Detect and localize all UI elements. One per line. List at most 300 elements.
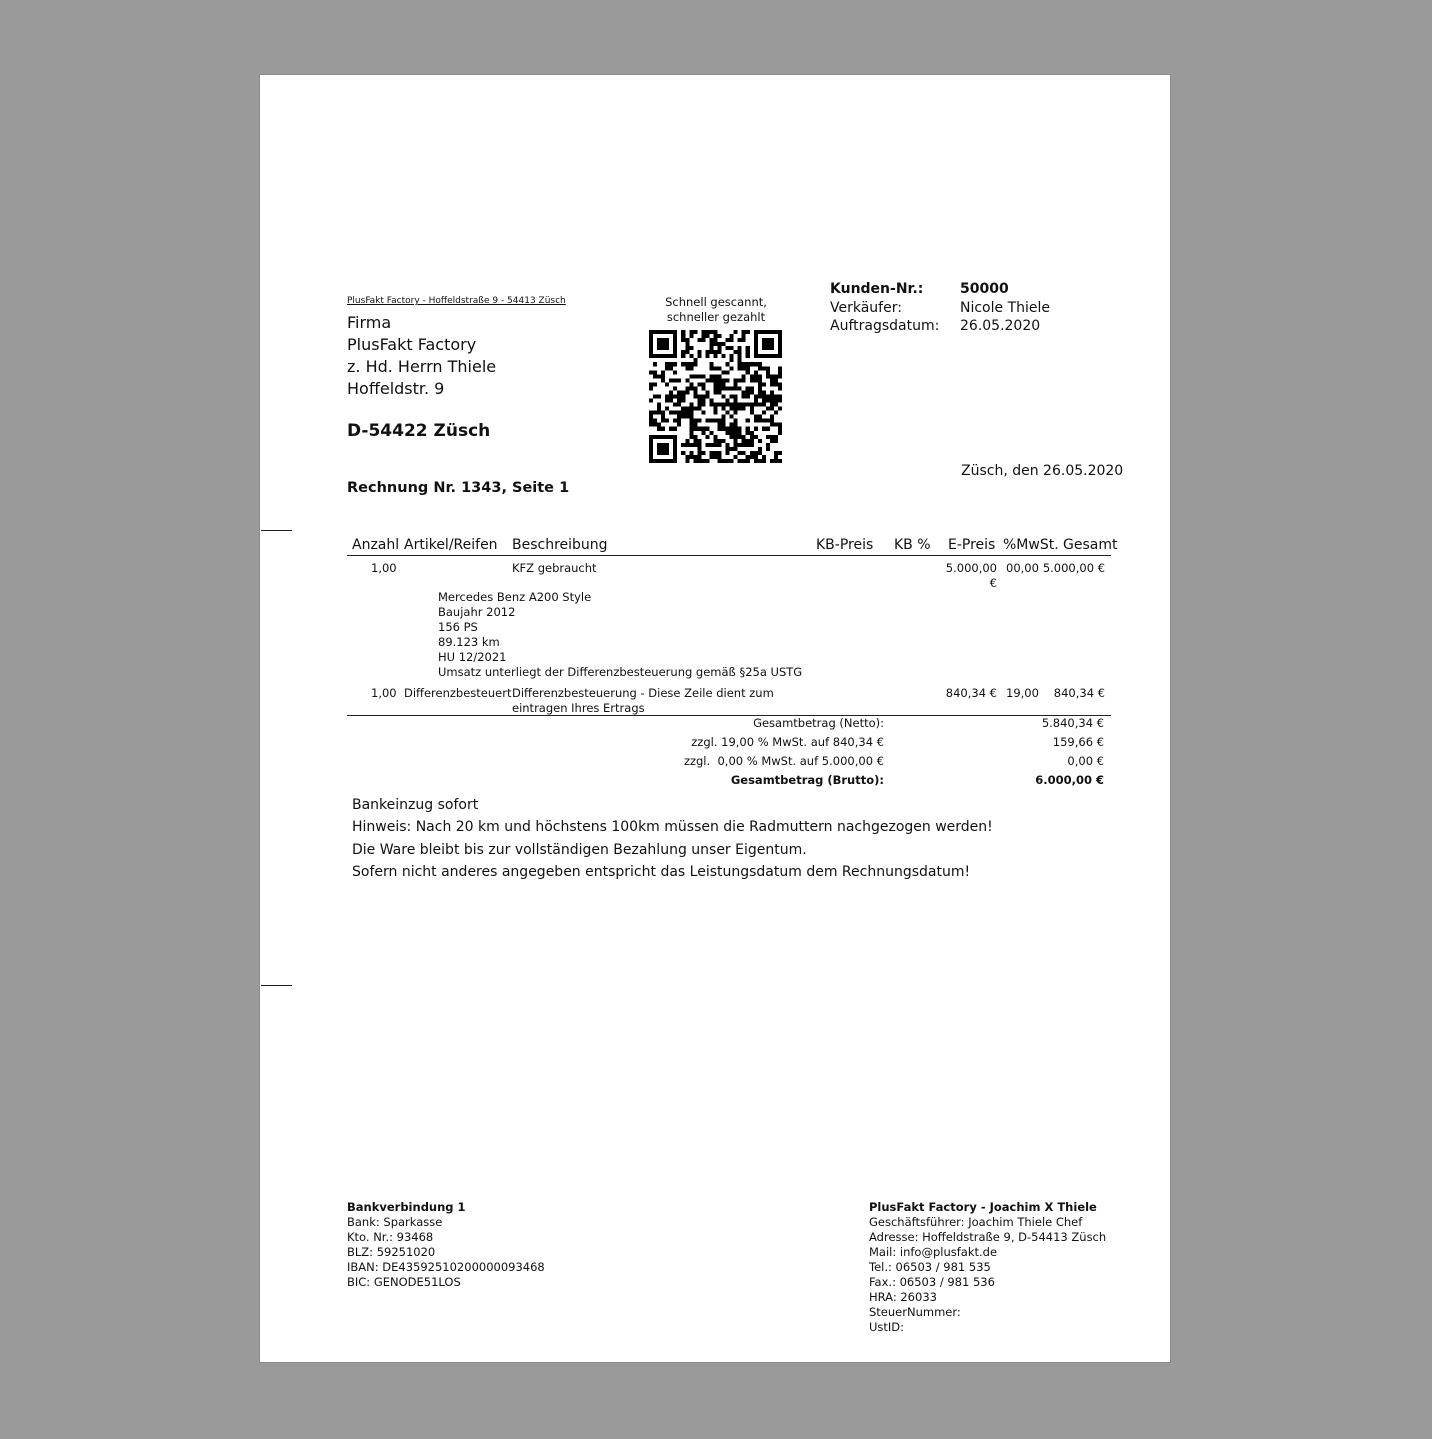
qr-module [705, 350, 709, 354]
company-tax-number: SteuerNummer: [869, 1305, 961, 1319]
vat-0-value: 0,00 € [1067, 754, 1104, 768]
qr-module [705, 378, 709, 382]
qr-module [665, 338, 669, 342]
qr-module [697, 419, 701, 423]
qr-module [758, 451, 762, 455]
qr-module [673, 419, 677, 423]
qr-module [774, 439, 778, 443]
qr-module [778, 374, 782, 378]
row2-qty: 1,00 [371, 686, 397, 700]
qr-module [762, 399, 766, 403]
qr-module [649, 443, 653, 447]
row2-vat: 19,00 [1006, 686, 1039, 700]
qr-module [697, 407, 701, 411]
qr-module [689, 419, 693, 423]
qr-module [750, 407, 754, 411]
qr-module [657, 342, 661, 346]
qr-module [701, 374, 705, 378]
qr-module [709, 455, 713, 459]
qr-module [669, 362, 673, 366]
qr-module [750, 374, 754, 378]
qr-module [689, 443, 693, 447]
qr-module [685, 439, 689, 443]
customer-number-value: 50000 [960, 281, 1009, 297]
qr-caption-line-2: schneller gezahlt [666, 310, 766, 324]
qr-module [673, 362, 677, 366]
customer-number-label: Kunden-Nr.: [830, 281, 924, 297]
qr-module [762, 330, 766, 334]
row1-unit-price-currency: € [989, 576, 997, 590]
qr-module [665, 399, 669, 403]
qr-caption [650, 295, 782, 325]
qr-module [657, 354, 661, 358]
qr-module [774, 394, 778, 398]
qr-module [709, 350, 713, 354]
qr-module [742, 435, 746, 439]
qr-module [762, 403, 766, 407]
row2-description-line-1: Differenzbesteuerung - Diese Zeile dient zum [512, 686, 774, 700]
qr-module [722, 415, 726, 419]
col-header-kb-percent: KB % [894, 537, 931, 553]
qr-module [677, 378, 681, 382]
qr-module [734, 386, 738, 390]
qr-module [726, 399, 730, 403]
qr-module [742, 374, 746, 378]
qr-module [762, 419, 766, 423]
qr-module [697, 459, 701, 463]
qr-module [746, 403, 750, 407]
qr-module [713, 330, 717, 334]
qr-module [673, 370, 677, 374]
qr-module [661, 451, 665, 455]
qr-module [742, 366, 746, 370]
row2-total: 840,34 € [1053, 686, 1105, 700]
qr-module [742, 338, 746, 342]
qr-module [673, 334, 677, 338]
qr-module [778, 427, 782, 431]
qr-module [705, 459, 709, 463]
qr-module [713, 439, 717, 443]
qr-module [669, 394, 673, 398]
qr-module [661, 354, 665, 358]
qr-module [657, 443, 661, 447]
qr-module [697, 354, 701, 358]
qr-module [657, 427, 661, 431]
row1-detail-inspection: HU 12/2021 [438, 650, 507, 664]
qr-module [713, 455, 717, 459]
qr-module [762, 366, 766, 370]
vat-19-value: 159,66 € [1052, 735, 1104, 749]
vat-19-label: zzgl. 19,00 % MwSt. auf 840,34 € [691, 735, 884, 749]
qr-module [685, 386, 689, 390]
qr-module [661, 374, 665, 378]
qr-module [713, 390, 717, 394]
note-ownership: Die Ware bleibt bis zur vollständigen Bezahlung unser Eigentum. [352, 841, 807, 858]
place-date: Züsch, den 26.05.2020 [961, 463, 1124, 479]
qr-module [742, 443, 746, 447]
vat-0-label: zzgl. 0,00 % MwSt. auf 5.000,00 € [683, 754, 884, 768]
qr-module [770, 342, 774, 346]
qr-module [774, 354, 778, 358]
qr-module [693, 386, 697, 390]
recipient-line-4: Hoffeldstr. 9 [347, 379, 445, 398]
qr-module [657, 338, 661, 342]
bank-name: Bank: Sparkasse [347, 1215, 443, 1229]
qr-module [665, 330, 669, 334]
qr-module [746, 419, 750, 423]
qr-module [649, 330, 653, 334]
qr-module [718, 334, 722, 338]
qr-module [754, 334, 758, 338]
qr-module [734, 447, 738, 451]
bank-account: Kto. Nr.: 93468 [347, 1230, 434, 1244]
qr-module [689, 382, 693, 386]
row1-detail-tax-note: Umsatz unterliegt der Differenzbesteuerung gemäß §25a USTG [438, 665, 803, 679]
qr-module [649, 399, 653, 403]
qr-module [734, 419, 738, 423]
qr-module [653, 374, 657, 378]
qr-module [750, 435, 754, 439]
qr-module [681, 330, 685, 334]
qr-module [754, 455, 758, 459]
qr-module [730, 386, 734, 390]
qr-module [754, 350, 758, 354]
qr-module [738, 403, 742, 407]
qr-module [718, 366, 722, 370]
qr-module [754, 346, 758, 350]
qr-module [722, 386, 726, 390]
qr-module [726, 447, 730, 451]
qr-module [677, 390, 681, 394]
qr-module [742, 330, 746, 334]
qr-module [774, 459, 778, 463]
qr-module [718, 378, 722, 382]
qr-code-graphic [649, 330, 782, 463]
qr-module [649, 423, 653, 427]
qr-module [762, 455, 766, 459]
qr-module [697, 427, 701, 431]
qr-module [685, 459, 689, 463]
qr-module [689, 451, 693, 455]
qr-module [726, 378, 730, 382]
qr-module [766, 330, 770, 334]
qr-module [697, 451, 701, 455]
qr-module [701, 459, 705, 463]
qr-module [657, 403, 661, 407]
qr-module [669, 354, 673, 358]
qr-module [685, 350, 689, 354]
qr-module [649, 455, 653, 459]
qr-module [738, 431, 742, 435]
company-address: Adresse: Hoffeldstraße 9, D-54413 Züsch [869, 1230, 1107, 1244]
qr-module [661, 342, 665, 346]
qr-module [726, 443, 730, 447]
company-mail: Mail: info@plusfakt.de [869, 1245, 998, 1259]
col-header-description: Beschreibung [512, 537, 608, 553]
qr-module [730, 354, 734, 358]
qr-module [657, 459, 661, 463]
qr-module [734, 439, 738, 443]
qr-module [722, 394, 726, 398]
qr-module [742, 334, 746, 338]
qr-module [649, 419, 653, 423]
qr-module [762, 354, 766, 358]
qr-module [726, 338, 730, 342]
qr-module [742, 407, 746, 411]
qr-module [746, 390, 750, 394]
qr-module [689, 411, 693, 415]
qr-module [653, 370, 657, 374]
qr-module [774, 399, 778, 403]
qr-module [766, 374, 770, 378]
qr-module [750, 386, 754, 390]
qr-module [669, 411, 673, 415]
bank-bic: BIC: GENODE51LOS [347, 1275, 461, 1289]
footer-company-details [869, 1200, 1106, 1335]
qr-module [685, 390, 689, 394]
qr-module [677, 423, 681, 427]
order-date-label: Auftragsdatum: [830, 318, 940, 334]
fold-mark-bottom [261, 985, 292, 986]
qr-module [722, 439, 726, 443]
qr-module [718, 350, 722, 354]
qr-module [734, 399, 738, 403]
qr-module [697, 403, 701, 407]
qr-module [697, 399, 701, 403]
sender-address-line: PlusFakt Factory - Hoffeldstraße 9 - 54413 Züsch [347, 296, 566, 306]
qr-module [701, 451, 705, 455]
qr-module [774, 382, 778, 386]
qr-module [722, 370, 726, 374]
invoice-notes [352, 794, 993, 883]
qr-module [689, 334, 693, 338]
qr-module [701, 394, 705, 398]
qr-module [770, 374, 774, 378]
row1-detail-mileage: 89.123 km [438, 635, 500, 649]
recipient-line-3: z. Hd. Herrn Thiele [347, 357, 497, 376]
qr-module [681, 415, 685, 419]
qr-module [709, 362, 713, 366]
col-header-total: Gesamt [1063, 537, 1118, 553]
qr-module [762, 427, 766, 431]
row1-vat: 00,00 [1006, 561, 1039, 575]
qr-module [661, 459, 665, 463]
qr-code [649, 330, 782, 463]
qr-module [649, 350, 653, 354]
qr-module [766, 447, 770, 451]
qr-module [693, 435, 697, 439]
qr-module [734, 435, 738, 439]
seller-value: Nicole Thiele [960, 299, 1051, 316]
row1-description: KFZ gebraucht [512, 561, 597, 575]
qr-module [762, 346, 766, 350]
qr-module [718, 427, 722, 431]
qr-module [770, 354, 774, 358]
qr-module [742, 451, 746, 455]
qr-module [665, 407, 669, 411]
qr-module [657, 447, 661, 451]
qr-module [754, 451, 758, 455]
qr-module [661, 346, 665, 350]
qr-module [713, 382, 717, 386]
qr-module [713, 378, 717, 382]
qr-module [738, 350, 742, 354]
note-wheel-nuts: Hinweis: Nach 20 km und höchstens 100km müssen die Radmuttern nachgezogen werden! [352, 819, 993, 836]
qr-module [673, 378, 677, 382]
qr-module [734, 382, 738, 386]
qr-module [713, 334, 717, 338]
row1-unit-price [936, 561, 997, 591]
qr-module [693, 439, 697, 443]
qr-module [693, 374, 697, 378]
qr-module [718, 423, 722, 427]
qr-module [754, 378, 758, 382]
qr-module [709, 419, 713, 423]
company-ceo: Geschäftsführer: Joachim Thiele Chef [869, 1215, 1083, 1229]
qr-module [673, 354, 677, 358]
qr-module [778, 330, 782, 334]
qr-module [653, 394, 657, 398]
col-header-kb-price: KB-Preis [816, 537, 874, 553]
qr-module [722, 427, 726, 431]
qr-module [734, 350, 738, 354]
qr-module [685, 338, 689, 342]
qr-module [701, 330, 705, 334]
qr-module [665, 443, 669, 447]
qr-module [722, 419, 726, 423]
qr-module [665, 354, 669, 358]
qr-module [693, 394, 697, 398]
qr-module [762, 382, 766, 386]
qr-module [770, 419, 774, 423]
order-meta [830, 280, 1050, 336]
qr-module [709, 451, 713, 455]
qr-module [677, 411, 681, 415]
qr-module [697, 455, 701, 459]
qr-module [705, 354, 709, 358]
qr-module [693, 358, 697, 362]
qr-module [726, 411, 730, 415]
qr-module [778, 407, 782, 411]
qr-module [689, 386, 693, 390]
qr-module [754, 394, 758, 398]
qr-module [689, 354, 693, 358]
qr-module [689, 407, 693, 411]
qr-module [649, 439, 653, 443]
qr-module [778, 399, 782, 403]
qr-module [713, 411, 717, 415]
qr-module [734, 378, 738, 382]
qr-module [665, 342, 669, 346]
qr-module [709, 342, 713, 346]
qr-module [689, 346, 693, 350]
qr-module [673, 350, 677, 354]
bank-blz: BLZ: 59251020 [347, 1245, 436, 1259]
qr-module [681, 443, 685, 447]
qr-module [746, 362, 750, 366]
qr-module [730, 338, 734, 342]
qr-module [766, 407, 770, 411]
qr-module [778, 346, 782, 350]
qr-module [770, 415, 774, 419]
qr-module [669, 390, 673, 394]
qr-module [718, 443, 722, 447]
qr-module [754, 338, 758, 342]
qr-module [758, 439, 762, 443]
qr-module [661, 435, 665, 439]
qr-module [718, 439, 722, 443]
qr-module [726, 370, 730, 374]
qr-module [718, 403, 722, 407]
qr-module [677, 415, 681, 419]
qr-module [738, 443, 742, 447]
qr-module [681, 334, 685, 338]
qr-module [766, 346, 770, 350]
qr-module [766, 419, 770, 423]
qr-module [697, 394, 701, 398]
qr-module [750, 439, 754, 443]
qr-module [738, 354, 742, 358]
qr-module [774, 455, 778, 459]
qr-module [762, 394, 766, 398]
order-date-row [830, 317, 1050, 336]
qr-module [774, 403, 778, 407]
qr-module [726, 427, 730, 431]
qr-module [665, 394, 669, 398]
gross-total-label: Gesamtbetrag (Brutto): [730, 773, 884, 787]
qr-module [778, 338, 782, 342]
qr-module [693, 459, 697, 463]
gross-total-value: 6.000,00 € [1035, 773, 1104, 787]
qr-module [746, 354, 750, 358]
qr-module [742, 390, 746, 394]
qr-module [738, 407, 742, 411]
qr-module [746, 427, 750, 431]
qr-module [649, 346, 653, 350]
company-ust-id: UstID: [869, 1320, 905, 1334]
qr-module [738, 435, 742, 439]
net-total-value: 5.840,34 € [1041, 716, 1104, 730]
qr-module [705, 330, 709, 334]
qr-module [673, 455, 677, 459]
qr-module [770, 394, 774, 398]
qr-module [746, 439, 750, 443]
qr-module [681, 390, 685, 394]
qr-module [770, 459, 774, 463]
row2-description [512, 686, 774, 716]
qr-module [754, 374, 758, 378]
qr-module [665, 382, 669, 386]
qr-module [730, 334, 734, 338]
qr-module [689, 374, 693, 378]
qr-module [677, 394, 681, 398]
qr-module [709, 378, 713, 382]
qr-module [758, 415, 762, 419]
qr-module [750, 455, 754, 459]
qr-module [770, 390, 774, 394]
qr-module [665, 435, 669, 439]
qr-module [734, 403, 738, 407]
qr-module [657, 330, 661, 334]
qr-module [713, 354, 717, 358]
fold-mark-top [261, 530, 292, 531]
qr-module [766, 443, 770, 447]
qr-module [758, 366, 762, 370]
qr-module [709, 366, 713, 370]
qr-module [713, 443, 717, 447]
qr-module [661, 378, 665, 382]
qr-module [754, 354, 758, 358]
